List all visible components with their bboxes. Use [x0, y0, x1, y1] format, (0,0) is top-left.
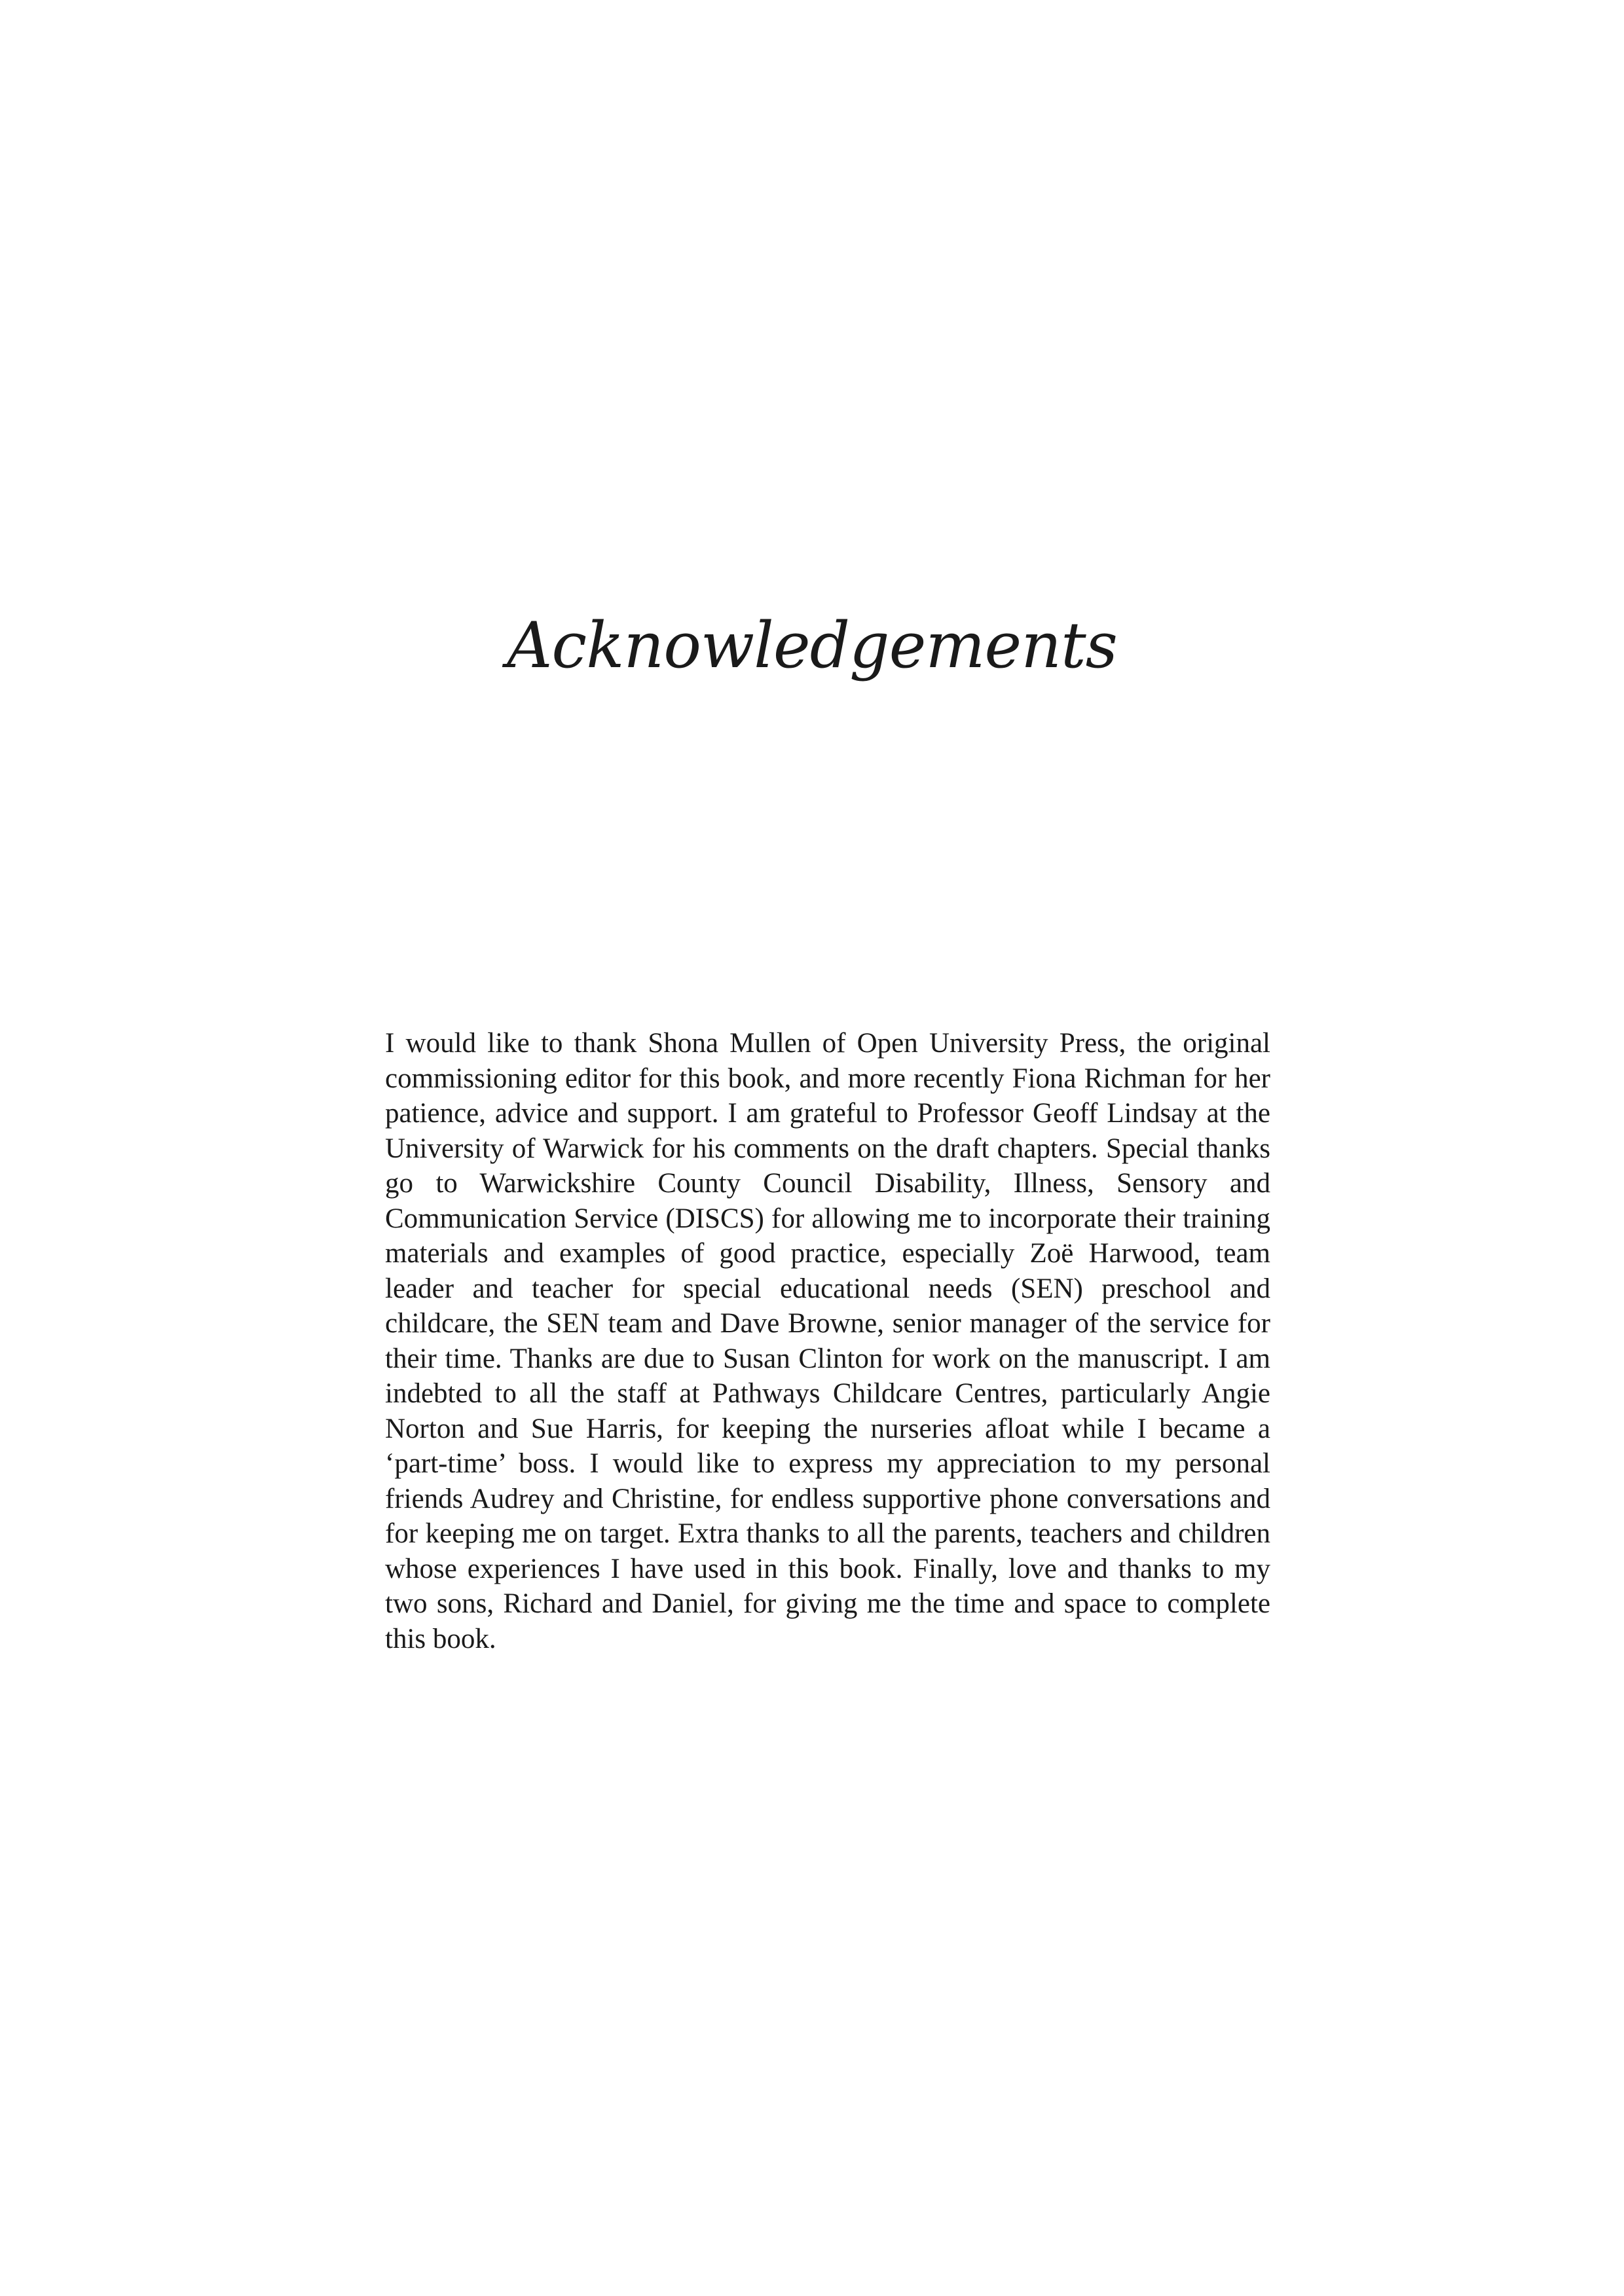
acknowledgements-paragraph: I would like to thank Shona Mullen of Open University Press, the original commissioning editor for this book, and more recently Fiona Richman for her patience, advice and support. I am grateful to Professor Geoff Lindsay at the University of Warwick for his comments on the draft chapters. Special thanks go to Warwickshire County Council Disability, Illness, Sensory and Communication Service (DISCS) for allowing me to incorporate their training materials and examples of good practice, especially Zoë Harwood, team leader and teacher for special educational needs (SEN) preschool and childcare, the SEN team and Dave Browne, senior manager of the service for their time. Thanks are due to Susan Clinton for work on the manuscript. I am indebted to all the staff at Pathways Childcare Centres, particularly Angie Norton and Sue Harris, for keeping the nurseries afloat while I became a ‘part-time’ boss. I would like to express my appreciation to my personal friends Audrey and Christine, for endless supportive phone conversations and for keeping me on target. Extra thanks to all the parents, teachers and children whose experiences I have used in this book. Finally, love and thanks to my two sons, Richard and Daniel, for giving me the time and space to complete this book.	[385, 1028, 1270, 1654]
page-heading: Acknowledgements	[507, 609, 1117, 682]
